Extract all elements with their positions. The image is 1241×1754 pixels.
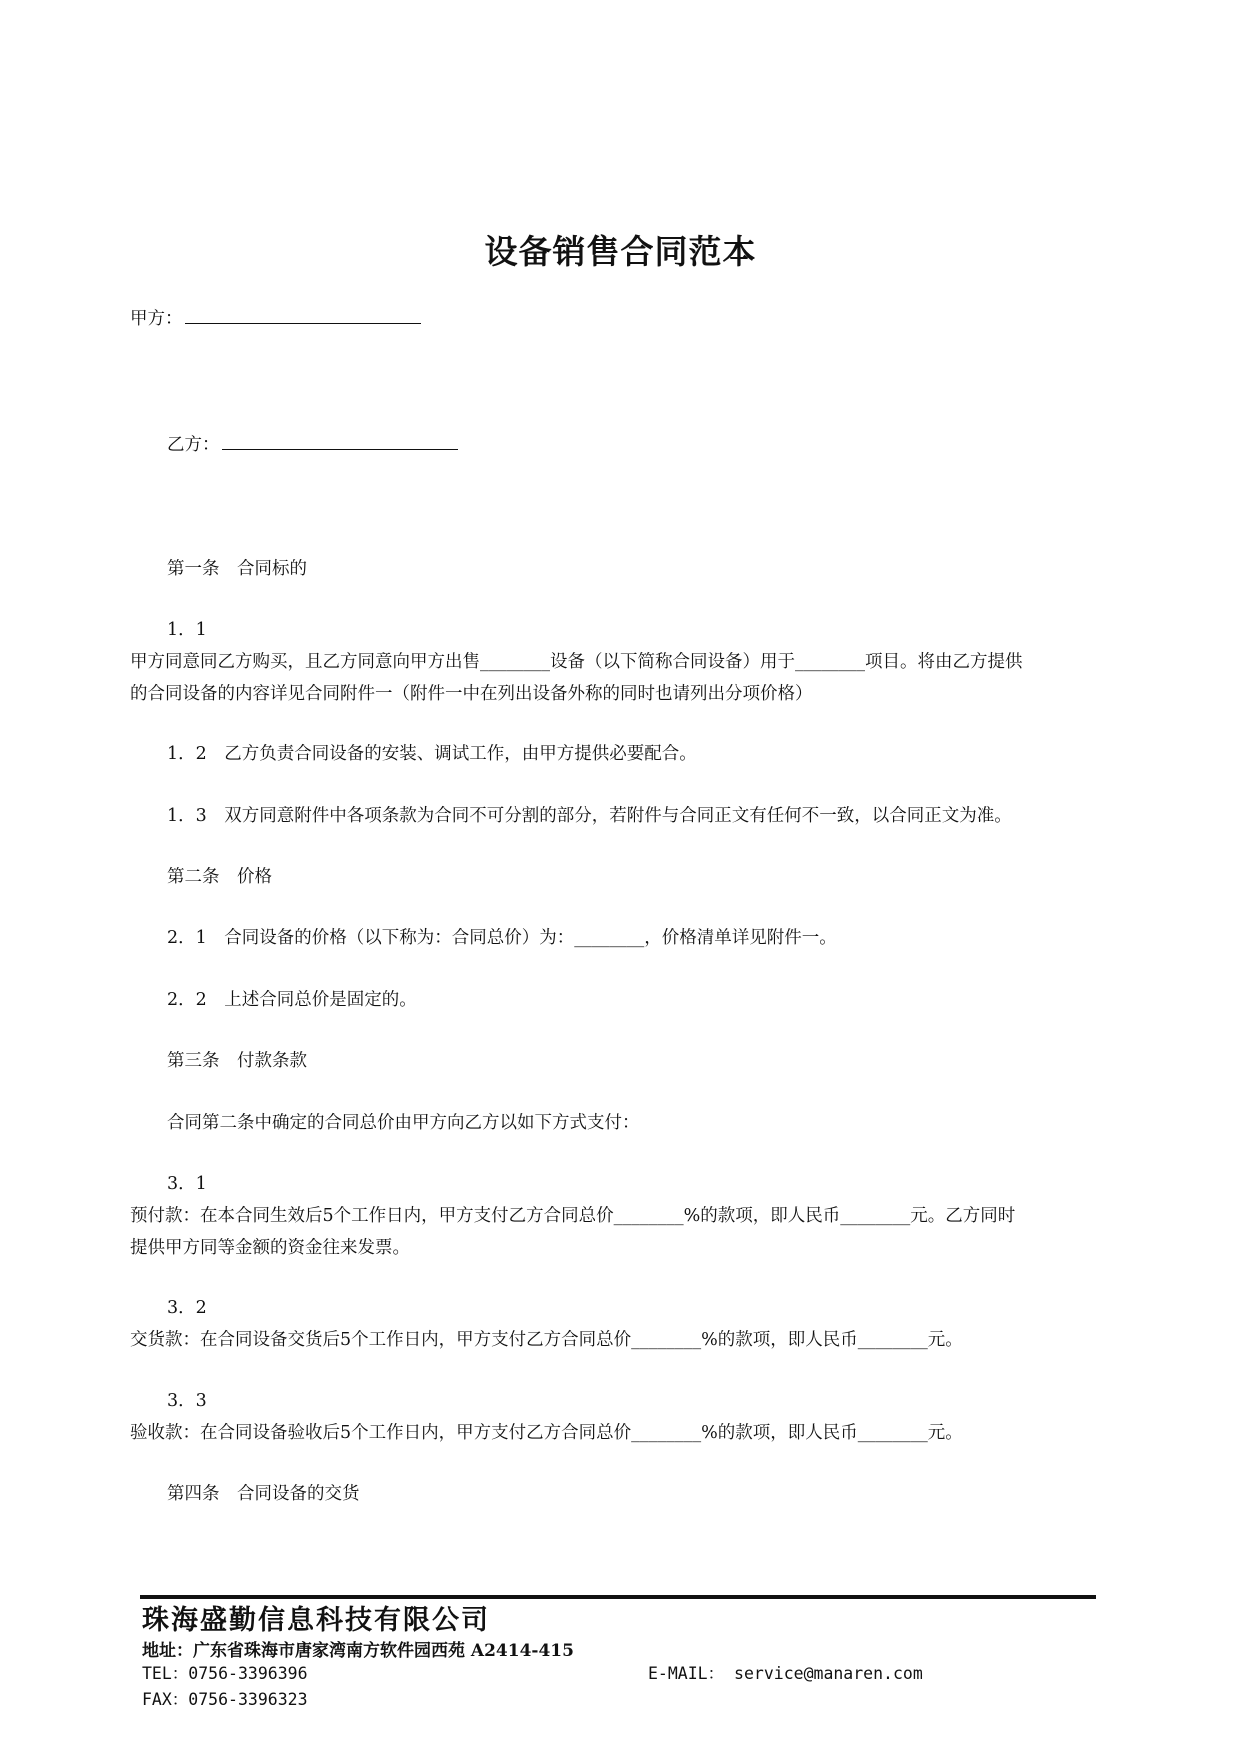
clause-1-2: 1．2 乙方负责合同设备的安装、调试工作，由甲方提供必要配合。 <box>167 744 697 764</box>
clause-1-1-line-2: 的合同设备的内容详见合同附件一（附件一中在列出设备外称的同时也请列出分项价格） <box>130 684 813 704</box>
clause-3-2-number: 3．2 <box>167 1298 207 1318</box>
clause-3-3-line-1: 验收款：在合同设备验收后5个工作日内，甲方支付乙方合同总价________%的款项，即人民币________元。 <box>130 1423 963 1443</box>
article-4-heading: 第四条 合同设备的交货 <box>167 1484 360 1504</box>
footer-email[interactable]: E-MAIL： service@manaren.com <box>648 1664 923 1683</box>
clause-1-1-line-1: 甲方同意同乙方购买，且乙方同意向甲方出售________设备（以下简称合同设备）用于________项目。将由乙方提供 <box>130 652 1023 672</box>
clause-3-3-number: 3．3 <box>167 1391 207 1411</box>
footer-fax: FAX：0756-3396323 <box>142 1690 308 1709</box>
article-1-heading: 第一条 合同标的 <box>167 559 307 579</box>
party-a <box>130 302 421 336</box>
clause-3-1-line-1: 预付款：在本合同生效后5个工作日内，甲方支付乙方合同总价________%的款项，即人民币________元。乙方同时 <box>130 1206 1016 1226</box>
clause-3-2-line-1: 交货款：在合同设备交货后5个工作日内，甲方支付乙方合同总价________%的款项，即人民币________元。 <box>130 1330 963 1350</box>
party-a-label: 甲方： <box>130 309 183 329</box>
footer-tel: TEL：0756-3396396 <box>142 1664 308 1683</box>
party-b-blank[interactable] <box>222 431 458 450</box>
clause-3-1-number: 3．1 <box>167 1174 207 1194</box>
party-b-label: 乙方： <box>167 435 220 455</box>
document-title: 设备销售合同范本 <box>484 232 757 271</box>
article-3-intro: 合同第二条中确定的合同总价由甲方向乙方以如下方式支付： <box>167 1113 640 1133</box>
party-b <box>167 428 458 462</box>
party-a-blank[interactable] <box>185 305 421 324</box>
clause-3-1-line-2: 提供甲方同等金额的资金往来发票。 <box>130 1238 410 1258</box>
clause-2-1: 2．1 合同设备的价格（以下称为：合同总价）为：________，价格清单详见附件一。 <box>167 928 837 948</box>
footer-company-name: 珠海盛勤信息科技有限公司 <box>142 1605 490 1636</box>
clause-1-1-number: 1．1 <box>167 620 207 640</box>
clause-2-2: 2．2 上述合同总价是固定的。 <box>167 990 417 1010</box>
article-3-heading: 第三条 付款条款 <box>167 1051 307 1071</box>
footer-address: 地址：广东省珠海市唐家湾南方软件园西苑 A2414-415 <box>142 1641 574 1661</box>
article-2-heading: 第二条 价格 <box>167 867 272 887</box>
clause-1-3: 1．3 双方同意附件中各项条款为合同不可分割的部分，若附件与合同正文有任何不一致，以合同正文为准。 <box>167 806 1012 826</box>
